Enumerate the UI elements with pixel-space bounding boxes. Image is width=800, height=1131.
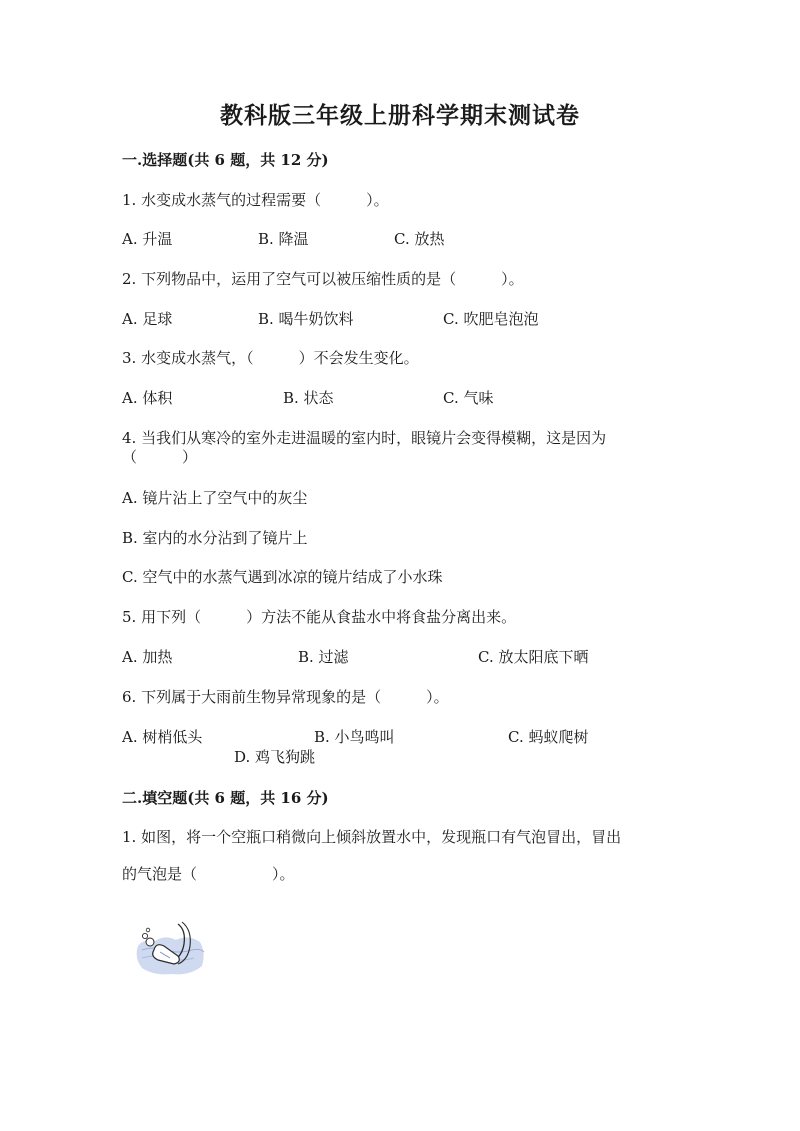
question-2-stem: 2. 下列物品中，运用了空气可以被压缩性质的是（ ）。: [122, 270, 524, 288]
bottle-in-water-image: [134, 920, 208, 978]
bottle-in-water-illustration: [134, 920, 208, 978]
question-5-option-c: C. 放太阳底下晒: [478, 648, 589, 666]
question-2-option-a: A. 足球: [122, 310, 173, 328]
question-6-option-d: D. 鸡飞狗跳: [234, 748, 316, 766]
question-5-option-b: B. 过滤: [298, 648, 349, 666]
question-5-stem: 5. 用下列（ ）方法不能从食盐水中将食盐分离出来。: [122, 608, 517, 626]
page-title: 教科版三年级上册科学期末测试卷: [220, 102, 580, 129]
fill-question-1-stem: 1. 如图，将一个空瓶口稍微向上倾斜放置水中，发现瓶口有气泡冒出，冒出: [122, 828, 622, 846]
question-6-stem: 6. 下列属于大雨前生物异常现象的是（ ）。: [122, 688, 449, 706]
question-3-option-c: C. 气味: [443, 389, 494, 407]
question-6-option-c: C. 蚂蚁爬树: [508, 728, 589, 746]
question-4-stem-continued: （ ）: [122, 448, 198, 466]
question-3-option-a: A. 体积: [122, 389, 173, 407]
fill-question-1-stem-continued: 的气泡是（ ）。: [122, 865, 295, 883]
question-3-option-b: B. 状态: [283, 389, 334, 407]
question-2-option-c: C. 吹肥皂泡泡: [443, 310, 539, 328]
question-5-option-a: A. 加热: [122, 648, 173, 666]
question-6-option-a: A. 树梢低头: [122, 728, 203, 746]
question-4-option-b: B. 室内的水分沾到了镜片上: [122, 529, 308, 547]
question-1-option-c: C. 放热: [394, 230, 445, 248]
question-3-stem: 3. 水变成水蒸气，（ ）不会发生变化。: [122, 349, 419, 367]
question-1-option-a: A. 升温: [122, 230, 173, 248]
question-1-option-b: B. 降温: [258, 230, 309, 248]
question-4-stem: 4. 当我们从寒冷的室外走进温暖的室内时，眼镜片会变得模糊，这是因为: [122, 429, 607, 447]
question-1-stem: 1. 水变成水蒸气的过程需要（ ）。: [122, 191, 389, 209]
question-2-option-b: B. 喝牛奶饮料: [258, 310, 354, 328]
section-header-choice: 一.选择题(共 6 题，共 12 分): [122, 151, 329, 169]
question-6-option-b: B. 小鸟鸣叫: [314, 728, 395, 746]
question-4-option-a: A. 镜片沾上了空气中的灰尘: [122, 489, 308, 507]
question-4-option-c: C. 空气中的水蒸气遇到冰凉的镜片结成了小水珠: [122, 568, 443, 586]
section-header-fill-blank: 二.填空题(共 6 题，共 16 分): [122, 789, 329, 807]
